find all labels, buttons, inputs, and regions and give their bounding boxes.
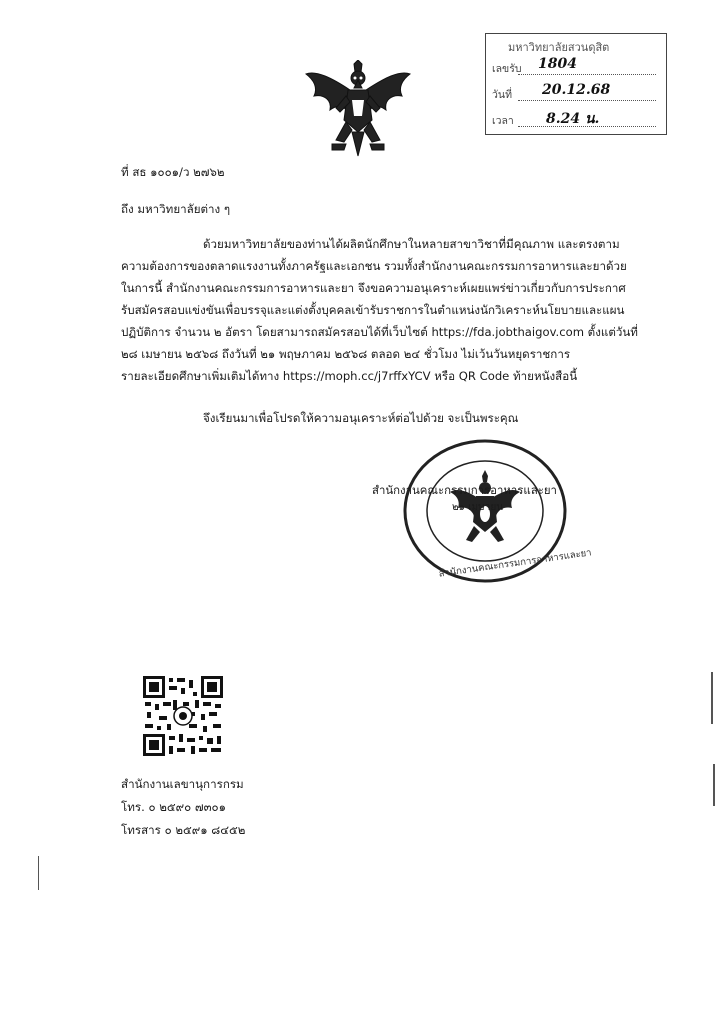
stamp-value-time: 8.24 น. <box>546 111 600 127</box>
stamp-label: เวลา <box>492 115 514 127</box>
stamp-label: วันที่ <box>492 89 512 101</box>
scan-mark <box>713 764 715 806</box>
signature-line-2: ๒๑ เมษายน <box>452 502 504 513</box>
body-line: ด้วยมหาวิทยาลัยของท่านได้ผลิตนักศึกษาในหลายสาขาวิชาที่มีคุณภาพ และตรงตาม <box>203 237 620 251</box>
receipt-stamp <box>485 33 667 135</box>
stamp-row-time <box>492 112 514 129</box>
seal-ring-text: สำนักงานคณะกรรมการอาหารและยา <box>437 547 593 580</box>
stamp-header: มหาวิทยาลัยสวนดุสิต <box>508 41 610 54</box>
stamp-row-date <box>492 86 512 103</box>
stamp-value-number: 1804 <box>538 56 577 72</box>
body-line: ความต้องการของตลาดแรงงานทั้งภาครัฐและเอกชน รวมทั้งสำนักงานคณะกรรมการอาหารและยาด้วย <box>121 259 627 273</box>
stamp-label: เลขรับ <box>492 63 522 75</box>
body-line: รายละเอียดศึกษาเพิ่มเติมได้ทาง https://moph.cc/j7rffxYCV หรือ QR Code ท้ายหนังสือนี้ <box>121 369 578 383</box>
footer-department: สำนักงานเลขานุการกรม <box>121 777 244 791</box>
signature-line-1: สำนักงานคณะกรรมการอาหารและยา <box>372 483 557 497</box>
body-line: ในการนี้ สำนักงานคณะกรรมการอาหารและยา จึงขอความอนุเคราะห์เผยแพร่ข่าวเกี่ยวกับการประกาศ <box>121 281 626 295</box>
body-line: รับสมัครสอบแข่งขันเพื่อบรรจุและแต่งตั้งบุคคลเข้ารับราชการในตำแหน่งนักวิเคราะห์นโยบายและแผน <box>121 303 625 317</box>
qr-code <box>143 676 223 756</box>
scan-mark <box>38 856 39 890</box>
stamp-dotted-line <box>518 100 656 101</box>
garuda-emblem <box>302 60 414 160</box>
stamp-value-date: 20.12.68 <box>542 82 611 98</box>
footer-phone: โทร. ๐ ๒๕๙๐ ๗๓๐๑ <box>121 800 226 814</box>
body-line: ปฏิบัติการ จำนวน ๒ อัตรา โดยสามารถสมัครสอบได้ที่เว็บไซต์ https://fda.jobthaigov.com ตั้งแต่วันที่ <box>121 325 638 339</box>
footer-fax: โทรสาร ๐ ๒๕๙๑ ๘๔๕๒ <box>121 823 246 837</box>
stamp-dotted-line <box>518 74 656 75</box>
body-line: ๒๘ เมษายน ๒๕๖๘ ถึงวันที่ ๒๑ พฤษภาคม ๒๕๖๘ ตลอด ๒๔ ชั่วโมง ไม่เว้นวันหยุดราชการ <box>121 347 571 361</box>
letter-reference: ที่ สธ ๑๐๐๑/ว ๒๗๖๒ <box>121 165 225 179</box>
letter-closing: จึงเรียนมาเพื่อโปรดให้ความอนุเคราะห์ต่อไปด้วย จะเป็นพระคุณ <box>203 411 519 425</box>
scan-mark <box>711 672 713 724</box>
letter-addressee: ถึง มหาวิทยาลัยต่าง ๆ <box>121 202 231 216</box>
